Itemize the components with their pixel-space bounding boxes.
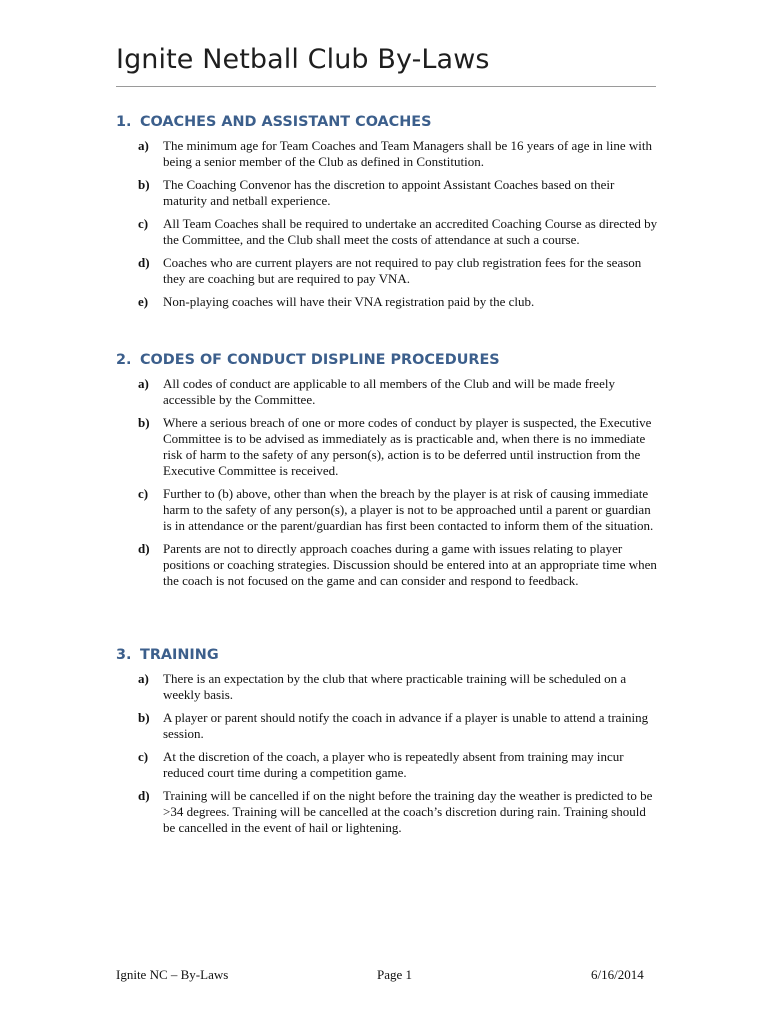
item-marker: e) bbox=[138, 294, 149, 309]
list-item bbox=[116, 541, 661, 589]
list-item bbox=[116, 138, 661, 170]
item-text: All codes of conduct are applicable to all members of the Club and will be made freely accessible by the Committee. bbox=[163, 376, 615, 407]
item-marker: c) bbox=[138, 486, 149, 501]
list-item bbox=[116, 749, 661, 781]
item-text: The Coaching Convenor has the discretion to appoint Assistant Coaches based on their maturity and netball experience. bbox=[163, 177, 615, 208]
item-text: Training will be cancelled if on the night before the training day the weather is predicted to be >34 degrees. Training will be cancelled at the coach’s discretion during rain. Training should be cancelled in the event of hail or lightening. bbox=[163, 788, 653, 835]
list-item bbox=[116, 216, 661, 248]
list-item bbox=[116, 788, 661, 836]
item-marker: a) bbox=[138, 671, 149, 686]
document-title: Ignite Netball Club By-Laws bbox=[116, 44, 490, 75]
item-marker: c) bbox=[138, 216, 149, 231]
section-number: 3. bbox=[116, 647, 132, 663]
list-item bbox=[116, 255, 661, 287]
section-title: TRAINING bbox=[140, 647, 219, 663]
list-item bbox=[116, 376, 661, 408]
list-item bbox=[116, 177, 661, 209]
item-text: Coaches who are current players are not required to pay club registration fees for the season they are coaching but are required to pay VNA. bbox=[163, 255, 642, 286]
list-item bbox=[116, 294, 661, 310]
section-title: COACHES AND ASSISTANT COACHES bbox=[140, 114, 432, 130]
section-heading bbox=[116, 647, 661, 663]
list-item bbox=[116, 671, 661, 703]
item-marker: c) bbox=[138, 749, 149, 764]
item-text: A player or parent should notify the coach in advance if a player is unable to attend a training session. bbox=[163, 710, 649, 741]
item-marker: d) bbox=[138, 255, 150, 270]
list-item bbox=[116, 486, 661, 534]
footer-date: 6/16/2014 bbox=[591, 967, 644, 982]
section-heading bbox=[116, 352, 661, 368]
title-divider bbox=[116, 86, 656, 87]
item-marker: d) bbox=[138, 541, 150, 556]
item-marker: b) bbox=[138, 177, 150, 192]
section-heading bbox=[116, 114, 661, 130]
footer-page-number: Page 1 bbox=[377, 967, 413, 982]
section-codes-of-conduct bbox=[116, 352, 661, 596]
section-coaches bbox=[116, 114, 661, 317]
item-text: All Team Coaches shall be required to undertake an accredited Coaching Course as directed by the Committee, and the Club shall meet the costs of attendance at such a course. bbox=[163, 216, 658, 247]
section-title: CODES OF CONDUCT DISPLINE PROCEDURES bbox=[140, 352, 500, 368]
item-text: Parents are not to directly approach coaches during a game with issues relating to player positions or coaching strategies. Discussion should be entered into at an appropriate time when the coach is not focused on the game and can consider and respond to feedback. bbox=[163, 541, 657, 588]
section-number: 1. bbox=[116, 114, 132, 130]
item-text: The minimum age for Team Coaches and Team Managers shall be 16 years of age in line with being a senior member of the Club as defined in Constitution. bbox=[163, 138, 653, 169]
item-text: At the discretion of the coach, a player who is repeatedly absent from training may incur reduced court time during a competition game. bbox=[163, 749, 624, 780]
item-text: There is an expectation by the club that where practicable training will be scheduled on a weekly basis. bbox=[163, 671, 627, 702]
item-marker: a) bbox=[138, 138, 149, 153]
section-training bbox=[116, 647, 661, 843]
item-marker: d) bbox=[138, 788, 150, 803]
item-marker: b) bbox=[138, 710, 150, 725]
item-text: Non-playing coaches will have their VNA registration paid by the club. bbox=[163, 294, 535, 309]
list-item bbox=[116, 710, 661, 742]
section-number: 2. bbox=[116, 352, 132, 368]
item-marker: a) bbox=[138, 376, 149, 391]
item-marker: b) bbox=[138, 415, 150, 430]
item-text: Further to (b) above, other than when the breach by the player is at risk of causing immediate harm to the safety of any person(s), a player is not to be approached until a parent or guardian is in attendance or the parent/guardian has first been contacted to inform them of the situation. bbox=[163, 486, 654, 533]
list-item bbox=[116, 415, 661, 479]
footer-document-name: Ignite NC – By-Laws bbox=[116, 967, 229, 982]
item-text: Where a serious breach of one or more codes of conduct by player is suspected, the Executive Committee is to be advised as immediately as is practicable and, when there is no immediate risk of harm to the safety of any person(s), action is to be deferred until instruction from the Executive Committee is received. bbox=[163, 415, 652, 478]
